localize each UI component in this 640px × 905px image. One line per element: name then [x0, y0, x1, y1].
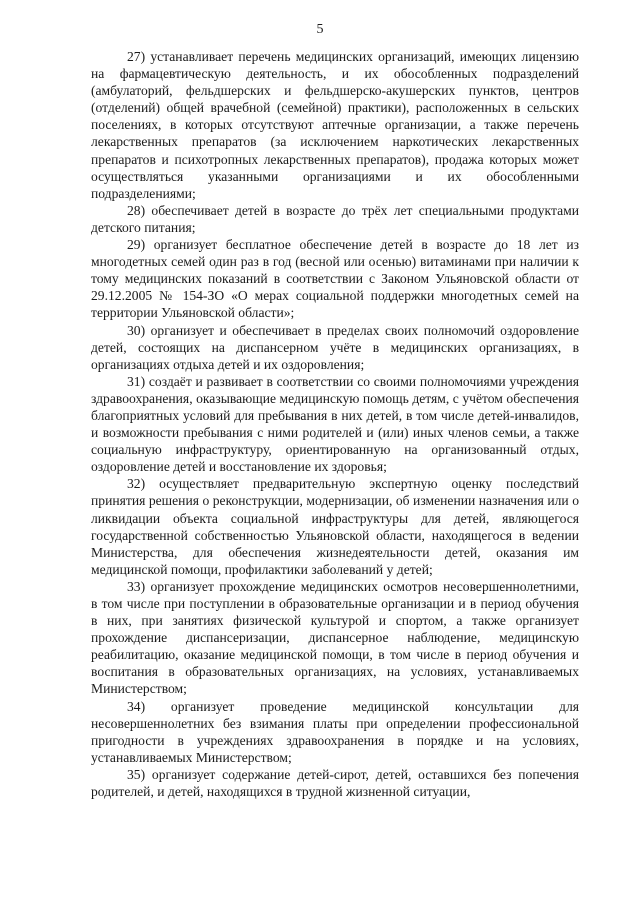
paragraph-29: 29) организует бесплатное обеспечение детей в возрасте до 18 лет из многодетных семей один раз в год (весной или осенью) витаминами при наличии к тому медицинских показаний в соответствии с Законом Ульяновской области от 29.12.2005 № 154-ЗО «О мерах социальной поддержки многодетных семей на территории Ульяновской области»; — [91, 237, 579, 321]
paragraph-28: 28) обеспечивает детей в возрасте до трёх лет специальными продуктами детского питания; — [91, 202, 579, 235]
paragraph-31: 31) создаёт и развивает в соответствии со своими полномочиями учреждения здравоохранения, оказывающие медицинскую помощь детям, с учётом обеспечения благоприятных условий для пребывания в них детей, в том числе детей-инвалидов, и возможности пребывания с ними родителей и (или) иных членов семьи, а также социальную инфраструктуру, ориентированную на организованный отдых, оздоровление детей и восстановление их здоровья; — [91, 373, 579, 475]
paragraph-27: 27) устанавливает перечень медицинских организаций, имеющих лицензию на фармацевтическую деятельность, и их обособленных подразделений (амбулаторий, фельдшерских и фельдшерско-акушерских пунктов, центров (отделений) общей врачебной (семейной) практики), расположенных в сельских поселениях, в которых отсутствуют аптечные организации, а также перечень лекарственных препаратов (за исключением наркотических лекарственных препаратов и психотропных лекарственных препаратов), продажа которых может осуществляться указанными организациями и их обособленными подразделениями; — [91, 49, 579, 201]
page-number: 5 — [316, 22, 324, 37]
paragraph-33: 33) организует прохождение медицинских осмотров несовершеннолетними, в том числе при поступлении в образовательные организации и в период обучения в них, при занятиях физической культурой и спортом, а также организует прохождение диспансеризации, диспансерное наблюдение, медицинскую реабилитацию, оказание медицинской помощи, в том числе в период обучения и воспитания в образовательных организациях, на условиях, устанавливаемых Министерством; — [91, 578, 579, 697]
paragraph-30: 30) организует и обеспечивает в пределах своих полномочий оздоровление детей, состоящих на диспансерном учёте в медицинских организациях, в организациях отдыха детей и их оздоровления; — [91, 322, 579, 372]
paragraph-32: 32) осуществляет предварительную экспертную оценку последствий принятия решения о реконструкции, модернизации, об изменении назначения или о ликвидации объекта социальной инфраструктуры для детей, являющегося государственной собственностью Ульяновской области, находящегося в ведении Министерства, для обеспечения жизнедеятельности детей, оказания им медицинской помощи, профилактики заболеваний у детей; — [91, 476, 579, 577]
paragraph-34: 34) организует проведение медицинской консультации для несовершеннолетних без взимания платы при определении профессиональной пригодности в учреждениях здравоохранения в порядке и на условиях, устанавливаемых Министерством; — [91, 698, 579, 765]
document-body — [91, 48, 579, 800]
paragraph-35: 35) организует содержание детей-сирот, детей, оставшихся без попечения родителей, и детей, находящихся в трудной жизненной ситуации, — [91, 766, 579, 800]
